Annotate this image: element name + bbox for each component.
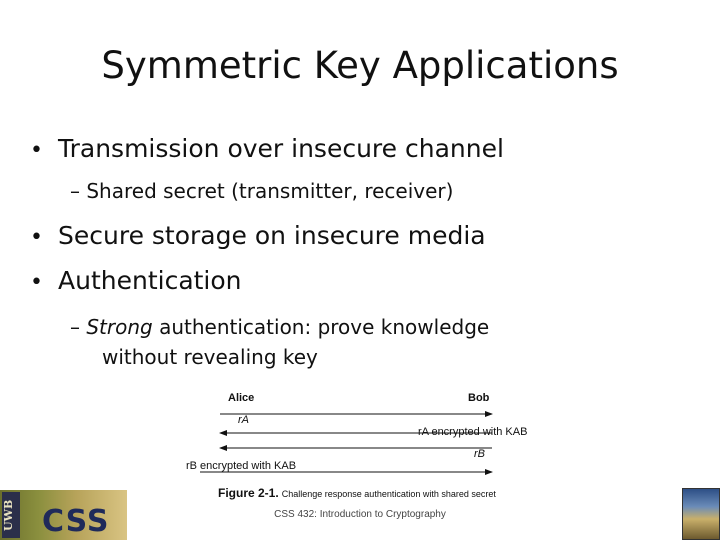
- bullet-text: Authentication: [58, 266, 242, 295]
- sub-bullet-strong-auth: [70, 312, 489, 372]
- bob-label: Bob: [468, 392, 490, 404]
- bullet-dot: •: [30, 225, 43, 250]
- rb-label: rB: [474, 448, 485, 460]
- ra-label: rA: [238, 414, 249, 426]
- strong-emphasis: Strong: [86, 315, 153, 339]
- strong-line2: without revealing key: [102, 345, 318, 369]
- alice-label: Alice: [228, 392, 255, 404]
- caption-number: Figure 2-1.: [218, 486, 279, 500]
- strong-rest: authentication: prove knowledge: [152, 315, 490, 339]
- bullet-dot: •: [30, 138, 43, 163]
- bullet-secure-storage: [30, 221, 486, 250]
- ra-encrypted-label: rA encrypted with KAB: [418, 426, 528, 438]
- figure-caption: [218, 486, 496, 500]
- dash: –: [70, 315, 87, 339]
- bullet-text: Transmission over insecure channel: [58, 134, 504, 163]
- uwb-vertical-text: UWB: [2, 492, 20, 538]
- campus-image: [682, 488, 720, 540]
- challenge-response-figure: [180, 388, 528, 506]
- caption-text: Challenge response authentication with shared secret: [281, 489, 496, 499]
- rb-encrypted-label: rB encrypted with KAB: [186, 460, 297, 472]
- sub-bullet-shared-secret: – Shared secret (transmitter, receiver): [70, 179, 454, 203]
- bullet-transmission: [30, 134, 504, 163]
- bullet-dot: •: [30, 270, 43, 295]
- bullet-authentication: [30, 266, 242, 295]
- css-logo-text: CSS: [42, 504, 110, 539]
- bullet-text: Secure storage on insecure media: [58, 221, 486, 250]
- slide-footer: CSS 432: Introduction to Cryptography: [274, 509, 446, 520]
- slide-title: Symmetric Key Applications: [101, 44, 619, 87]
